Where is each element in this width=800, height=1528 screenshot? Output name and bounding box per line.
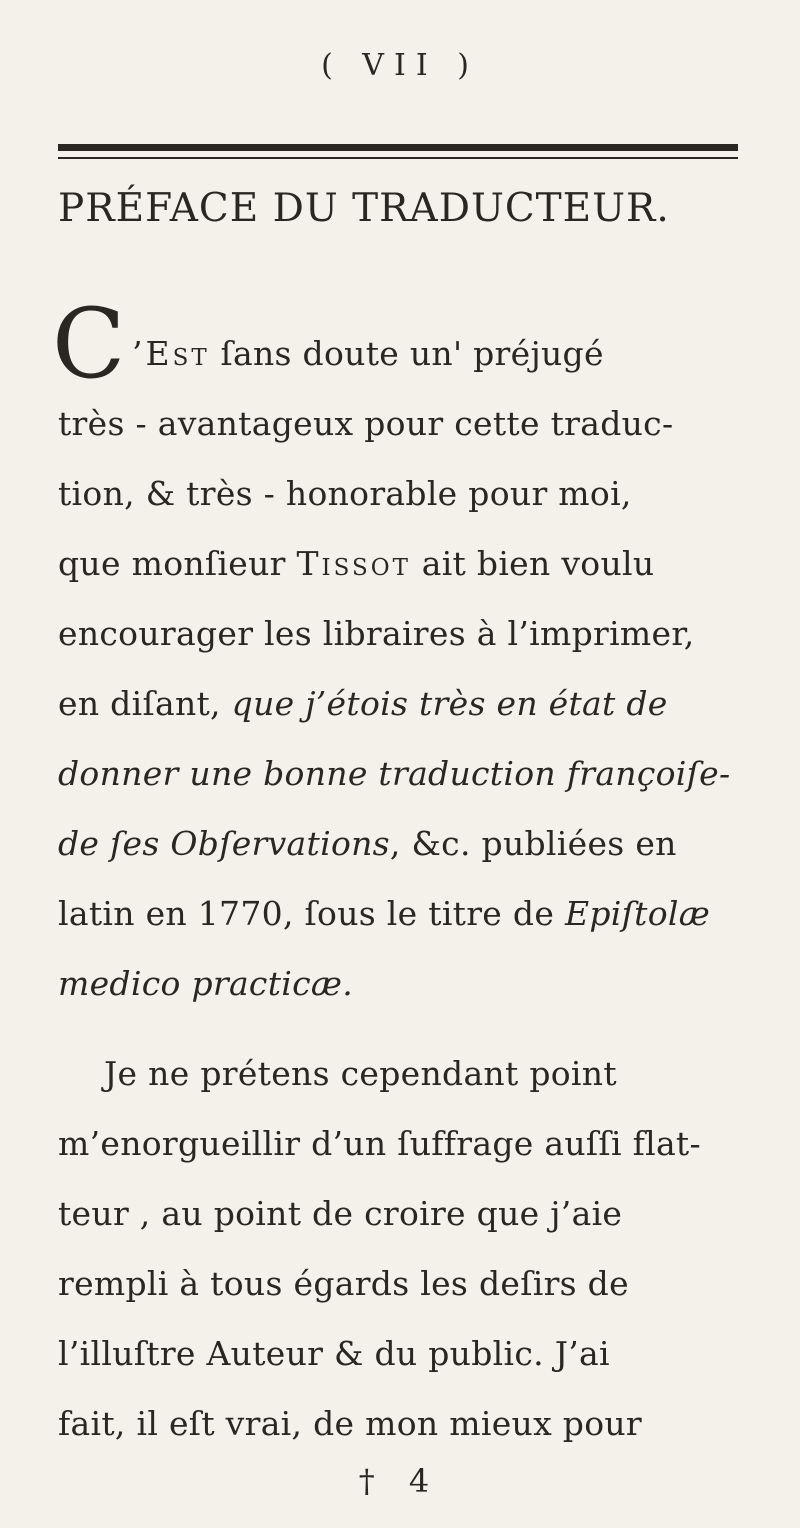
line10-italic: medico practicæ. — [58, 964, 353, 1003]
paragraph1-line6 — [58, 684, 738, 723]
line7-italic: donner une bonne traduction françoiſe- — [58, 754, 731, 793]
page-title: PRÉFACE DU TRADUCTEUR. — [58, 186, 670, 231]
paragraph1-line1 — [132, 334, 738, 373]
paragraph2-line3: teur , au point de croire que j’aie — [58, 1194, 623, 1233]
line1-rest: ſans doute un' préjugé — [209, 334, 604, 373]
line8-b: , &c. publiées en — [389, 824, 677, 863]
line9-italic: Epiſtolæ — [564, 894, 711, 933]
paragraph1-line10 — [58, 964, 738, 1003]
page-number: ( VII ) — [321, 48, 479, 83]
line9-a: latin en 1770, ſous le titre de — [58, 894, 565, 933]
line1-start: ’Est — [132, 334, 210, 373]
paragraph1-line9 — [58, 894, 738, 933]
drop-cap: C — [52, 288, 126, 400]
line4-b: ait bien voulu — [410, 544, 655, 583]
paragraph1-line4 — [58, 544, 738, 583]
paragraph2-line1: Je ne prétens cependant point — [104, 1054, 617, 1093]
paragraph2-line2: m’enorgueillir d’un ſuffrage auſſi flat- — [58, 1124, 701, 1163]
line6-italic: que j’étois très en état de — [231, 684, 668, 723]
paragraph1-line7 — [58, 754, 738, 793]
paragraph1-line3: tion, & très - honorable pour moi, — [58, 474, 632, 513]
header-rule-thin — [58, 157, 738, 159]
author-name: Tissot — [296, 544, 411, 583]
signature-mark: † 4 — [358, 1462, 442, 1500]
header-rule-thick — [58, 144, 738, 151]
paragraph1-line5: encourager les libraires à l’imprimer, — [58, 614, 695, 653]
line6-a: en diſant, — [58, 684, 232, 723]
line8-italic: de ſes Obſervations — [58, 824, 390, 863]
paragraph2-line4: rempli à tous égards les deſirs de — [58, 1264, 629, 1303]
paragraph1-line8 — [58, 824, 738, 863]
line4-a: que monſieur — [58, 544, 297, 583]
paragraph2-line5: l’illuſtre Auteur & du public. J’ai — [58, 1334, 610, 1373]
paragraph1-line2: très - avantageux pour cette traduc- — [58, 404, 674, 443]
paragraph2-line6: fait, il eſt vrai, de mon mieux pour — [58, 1404, 642, 1443]
